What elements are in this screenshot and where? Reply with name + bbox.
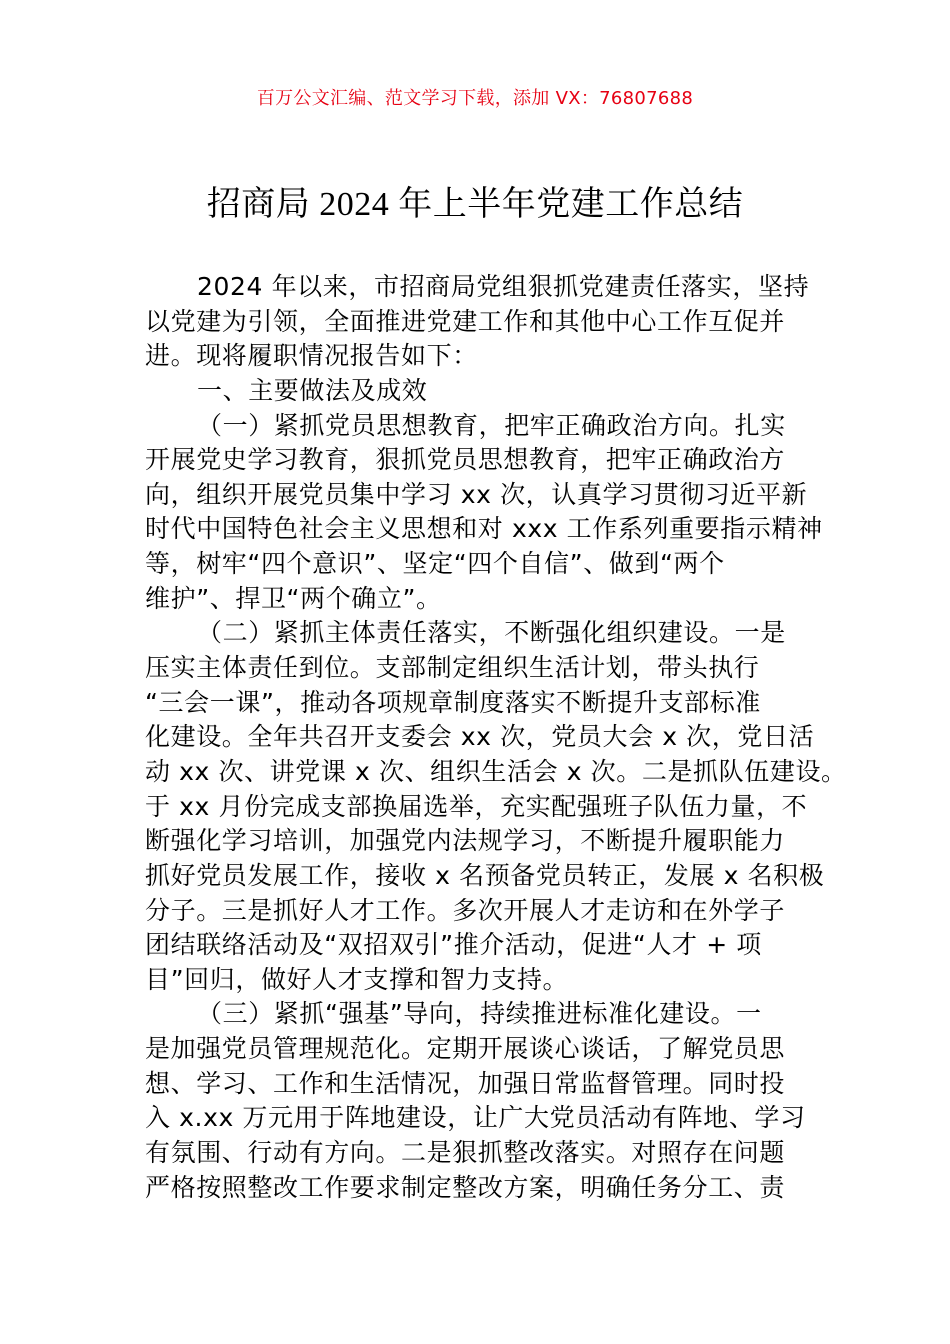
paragraph-line: 断强化学习培训，加强党内法规学习，不断提升履职能力 (145, 826, 786, 856)
paragraph (145, 616, 847, 997)
paragraph-line: （二）紧抓主体责任落实，不断强化组织建设。一是 (197, 618, 786, 648)
paragraph-line: 2024 年以来，市招商局党组狠抓党建责任落实，坚持 (197, 272, 810, 301)
paragraph-line: 于 xx 月份完成支部换届选举，充实配强班子队伍力量，不 (145, 791, 808, 821)
paragraph-line: 目”回归，做好人才支撑和智力支持。 (145, 964, 569, 994)
document-body (145, 270, 847, 1205)
paragraph-line: 入 x.xx 万元用于阵地建设，让广大党员活动有阵地、学习 (145, 1103, 806, 1133)
paragraph-line: 开展党史学习教育，狠抓党员思想教育，把牢正确政治方 (145, 445, 786, 475)
paragraph-line: 压实主体责任到位。支部制定组织生活计划，带头执行 (145, 653, 760, 683)
header-promo-note: 百万公文汇编、范文学习下载，添加 VX：76807688 (256, 88, 694, 109)
paragraph-line: 分子。三是抓好人才工作。多次开展人才走访和在外学子 (145, 895, 786, 925)
paragraph-line: 抓好党员发展工作，接收 x 名预备党员转正，发展 x 名积极 (145, 860, 825, 890)
paragraph-line: （三）紧抓“强基”导向，持续推进标准化建设。一 (197, 999, 762, 1029)
paragraph-line: 进。现将履职情况报告如下： (145, 341, 478, 371)
paragraph-line: 是加强党员管理规范化。定期开展谈心谈话，了解党员思 (145, 1034, 786, 1064)
paragraph (145, 409, 823, 617)
paragraph-line: 有氛围、行动有方向。二是狠抓整改落实。对照存在问题 (145, 1138, 786, 1168)
paragraph-line: 团结联络活动及“双招双引”推介活动，促进“人才 + 项 (145, 930, 762, 960)
paragraph-line: 化建设。全年共召开支委会 xx 次，党员大会 x 次，党日活 (145, 722, 815, 752)
document-title: 招商局 2024 年上半年党建工作总结 (206, 186, 744, 223)
paragraph-line: 动 xx 次、讲党课 x 次、组织生活会 x 次。二是抓队伍建设。 (145, 756, 847, 786)
paragraph-line: 一、主要做法及成效 (197, 375, 428, 405)
paragraph-line: 维护”、捍卫“两个确立”。 (145, 583, 442, 613)
paragraph-line: （一）紧抓党员思想教育，把牢正确政治方向。扎实 (197, 410, 786, 440)
paragraph-line: “三会一课”，推动各项规章制度落实不断提升支部标准 (145, 687, 761, 717)
paragraph (145, 997, 810, 1205)
paragraph-line: 等，树牢“四个意识”、坚定“四个自信”、做到“两个 (145, 549, 725, 579)
paragraph (145, 374, 810, 409)
paragraph-line: 想、学习、工作和生活情况，加强日常监督管理。同时投 (145, 1068, 786, 1098)
paragraph (145, 270, 810, 374)
paragraph-line: 时代中国特色社会主义思想和对 xxx 工作系列重要指示精神 (145, 514, 823, 544)
paragraph-line: 严格按照整改工作要求制定整改方案，明确任务分工、责 (145, 1172, 786, 1202)
paragraph-line: 以党建为引领，全面推进党建工作和其他中心工作互促并 (145, 306, 786, 336)
paragraph-line: 向，组织开展党员集中学习 xx 次，认真学习贯彻习近平新 (145, 479, 808, 509)
